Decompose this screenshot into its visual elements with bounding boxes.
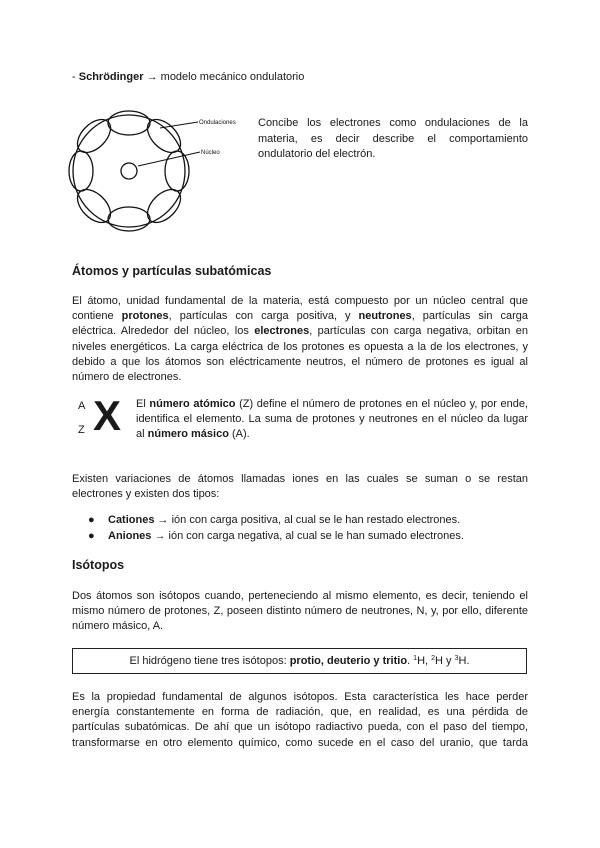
isotope-notation	[78, 392, 138, 442]
wave-model-diagram	[60, 100, 250, 235]
nucleus-circle	[121, 163, 137, 179]
paragraph-iones: Existen variaciones de átomos llamadas iones en las cuales se suman o se restan electrones y existen dos tipos:	[72, 473, 528, 501]
list-item-aniones: Aniones → ión con carga negativa, al cual se le han sumado electrones.	[108, 530, 464, 542]
concibe-paragraph: Concibe los electrones como ondulaciones de la materia, es decir describe el comportamiento ondulatorio del electrón.	[258, 117, 528, 160]
paragraph-numero-atomico: El número atómico (Z) define el número de protones en el núcleo y, por ende, identifica el elemento. La suma de protones y neutrones en el núcleo da lugar al número másico (A).	[136, 398, 529, 441]
paragraph-atomo: El átomo, unidad fundamental de la materia, está compuesto por un núcleo central que contiene protones, partículas con carga positiva, y neutrones, partículas sin carga eléctrica. Alrededor del núcleo, los electrones, partículas con carga negativa, orbitan en niveles energéticos. La carga eléctrica de los protones es opuesta a la de los electrones, y debido a que los átomos son eléctricamente neutros, el número de protones es igual al número de electrones.	[72, 295, 529, 383]
mass-number-symbol: A	[78, 400, 86, 412]
pointer-line	[138, 152, 200, 166]
bullet-dot: ●	[88, 530, 95, 542]
paragraph-isotopos: Dos átomos son isótopos cuando, perteneciendo al mismo elemento, es decir, teniendo el mismo número de protones, Z, poseen distinto número de neutrones, N, y, por ello, diferente número másico, A.	[72, 590, 528, 633]
list-item-cationes: Cationes → ión con carga positiva, al cual se le han restado electrones.	[108, 514, 461, 526]
bullet-dot: ●	[88, 514, 95, 526]
paragraph-radiactividad: Es la propiedad fundamental de algunos isótopos. Esta característica les hace perder energía constantemente en forma de radiación, que, en realidad, es una pérdida de partículas subatómicas. De ahí que un isótopo radiactivo pueda, con el paso del tiempo, transformarse en otro elemento químico, como sucede en el caso del uranio, que tarda	[72, 691, 528, 749]
label-nucleo: Núcleo	[201, 150, 220, 156]
section-title-isotopos: Isótopos	[72, 558, 125, 572]
orbit-circle	[73, 115, 185, 227]
arrow-icon: →	[146, 71, 158, 83]
label-ondulaciones: Ondulaciones	[199, 120, 236, 126]
schrodinger-line: - Schrödinger → modelo mecánico ondulatorio	[72, 71, 305, 83]
atomic-number-symbol: Z	[78, 424, 85, 436]
hydrogen-isotopes-box: El hidrógeno tiene tres isótopos: protio, deuterio y tritio. $^1$H, $^2$H y $^3$H.	[72, 648, 527, 674]
element-symbol: X	[93, 392, 122, 439]
section-title-atomos: Átomos y partículas subatómicas	[72, 264, 272, 278]
schrodinger-name: Schrödinger	[78, 71, 144, 83]
